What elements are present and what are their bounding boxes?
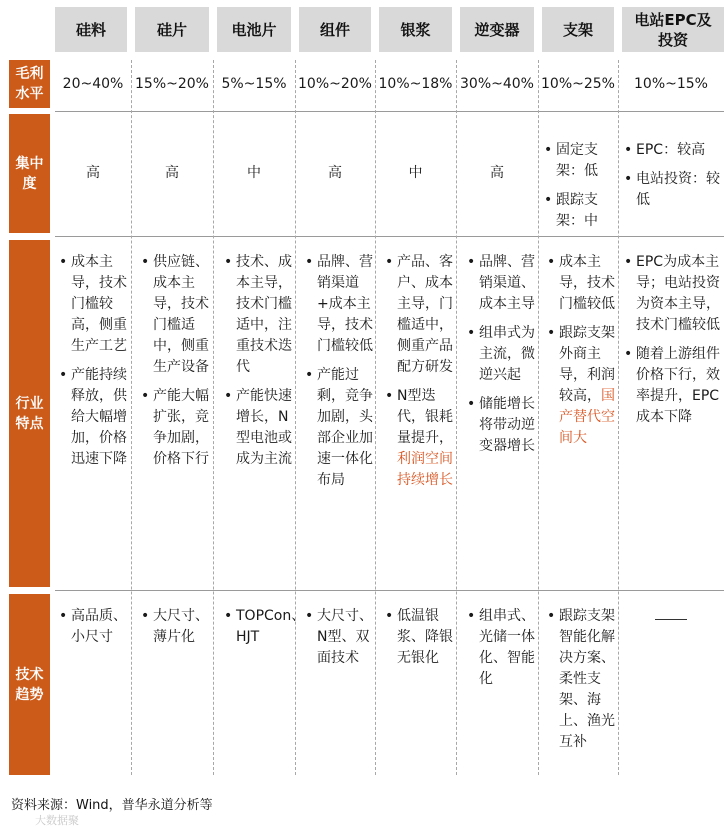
margin-silver-paste: 10%~18% [378,75,453,92]
concentration-epc-item: • 电站投资：较低 [622,169,722,211]
trends-silver-paste [383,606,455,677]
features-silicon [57,252,129,478]
features-silver-paste-highlight: 利润空间持续增长 [397,451,453,488]
header-bracket: 支架 [542,7,614,52]
features-module-item: • 产能过剩，竞争加剧，头部企业加速一体化布局 [303,365,375,491]
concentration-module: 高 [328,165,342,181]
features-silver-paste-item: • 产品、客户、成本主导，门槛适中，侧重产品配方研发 [383,252,455,378]
concentration-epc-item: • EPC：较高 [622,140,722,161]
features-bracket-highlight: 国产替代空间大 [559,388,615,446]
row-label-features: 行业特点 [9,240,50,587]
concentration-bracket-item: • 固定支架：低 [542,140,616,182]
concentration-silicon: 高 [86,165,100,181]
trends-module [303,606,375,677]
header-module: 组件 [299,7,371,52]
concentration-inverter: 高 [490,165,504,181]
concentration-wafer: 高 [165,165,179,181]
trends-inverter [465,606,537,698]
concentration-bracket-item: • 跟踪支架：中 [542,190,616,232]
trends-cell [222,606,306,656]
features-silver-paste-text: N型迭代，银耗量提升， [397,388,453,446]
trends-wafer-item: • 大尺寸、薄片化 [139,606,211,648]
row-separator [55,590,724,591]
watermark: 大数据聚 [35,814,79,827]
header-cell: 电池片 [217,7,291,52]
margin-silicon: 20~40% [62,75,124,92]
features-bracket-text: 跟踪支架外商主导，利润较高， [559,325,615,404]
header-epc: 电站EPC及投资 [622,7,724,52]
row-label-concentration: 集中度 [9,114,50,233]
row-label-trends: 技术趋势 [9,594,50,775]
features-module [303,252,375,499]
trends-silicon-item: • 高品质、小尺寸 [57,606,129,648]
margin-bracket: 10%~25% [541,75,615,92]
trends-bracket-item: • 跟踪支架智能化解决方案、柔性支架、海上、渔光互补 [545,606,617,753]
trends-cell-item: • TOPCon、HJT [222,606,294,648]
concentration-cell: 中 [247,165,261,181]
features-bracket-item [545,323,617,449]
row-label-margin: 毛利水平 [9,60,50,108]
features-wafer-item: • 供应链、成本主导，技术门槛适中，侧重生产设备 [139,252,211,378]
trends-bracket [545,606,617,761]
features-silicon-item: • 成本主导，技术门槛较高，侧重生产工艺 [57,252,129,357]
features-epc-item: • EPC为成本主导；电站投资为资本主导，技术门槛较低 [622,252,722,336]
features-inverter-item: • 组串式为主流，微逆兴起 [465,323,537,386]
header-inverter: 逆变器 [460,7,534,52]
concentration-epc [622,140,722,219]
column-separator [618,60,619,775]
features-bracket-item: • 成本主导，技术门槛较低 [545,252,617,315]
features-wafer [139,252,211,478]
features-inverter-item: • 品牌、营销渠道、成本主导 [465,252,537,315]
features-inverter [465,252,537,465]
features-module-item: • 品牌、营销渠道+成本主导，技术门槛较低 [303,252,375,357]
features-cell [222,252,294,478]
features-epc [622,252,722,436]
features-cell-item: • 技术、成本主导，技术门槛适中，注重技术迭代 [222,252,294,378]
header-wafer: 硅片 [135,7,209,52]
features-inverter-item: • 储能增长将带动逆变器增长 [465,394,537,457]
margin-wafer: 15%~20% [135,75,209,92]
features-wafer-item: • 产能大幅扩张，竞争加剧，价格下行 [139,386,211,470]
margin-cell: 5%~15% [221,75,287,92]
trends-module-item: • 大尺寸、N型、双面技术 [303,606,375,669]
trends-epc [618,606,724,627]
features-silver-paste-item [383,386,455,491]
margin-inverter: 30%~40% [460,75,534,92]
trends-silver-paste-item: • 低温银浆、降银无银化 [383,606,455,669]
margin-epc: 10%~15% [634,75,708,92]
features-silicon-item: • 产能持续释放，供给大幅增加，价格迅速下降 [57,365,129,470]
column-separator [538,60,539,775]
features-bracket [545,252,617,457]
features-cell-item: • 产能快速增长，N型电池或成为主流 [222,386,294,470]
row-separator [55,236,724,237]
row-separator [55,111,724,112]
header-silicon: 硅料 [55,7,127,52]
features-epc-item: • 随着上游组件价格下行，效率提升，EPC成本下降 [622,344,722,428]
trends-wafer [139,606,211,656]
trends-inverter-item: • 组串式、光储一体化、智能化 [465,606,537,690]
features-silver-paste [383,252,455,499]
concentration-bracket [542,140,616,240]
margin-module: 10%~20% [298,75,372,92]
concentration-silver-paste: 中 [408,165,423,181]
trends-epc-dash [655,619,687,620]
header-silver-paste: 银浆 [379,7,452,52]
trends-silicon [57,606,129,656]
source-note: 资料来源：Wind，普华永道分析等 [11,798,213,813]
